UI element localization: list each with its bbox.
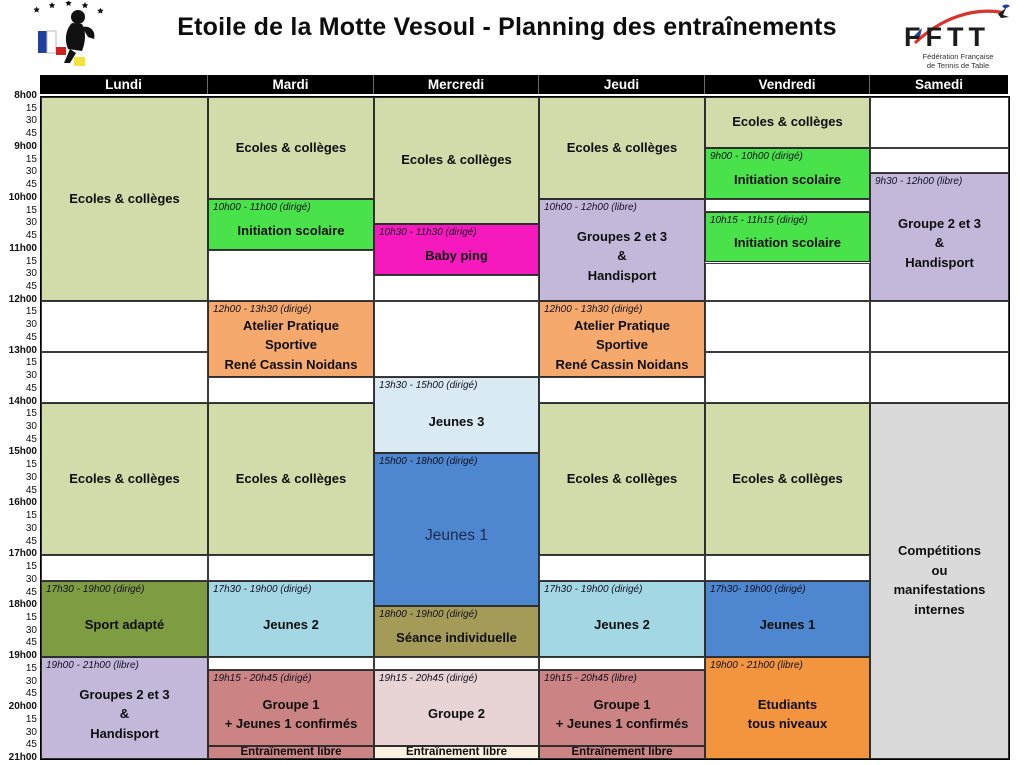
time-label: 15	[25, 510, 37, 522]
empty-slot	[539, 377, 705, 402]
schedule-block	[374, 670, 539, 746]
time-label: 30	[25, 268, 37, 280]
time-label: 30	[25, 421, 37, 432]
block-title: Initiation scolaire	[734, 235, 841, 251]
empty-slot	[208, 555, 374, 580]
schedule-block	[539, 199, 705, 301]
schedule-block	[208, 670, 374, 746]
block-title: Groupe 1 + Jeunes 1 confirmés	[555, 696, 689, 732]
time-label: 15	[25, 102, 37, 114]
empty-slot	[870, 97, 1009, 148]
time-label: 15	[25, 561, 37, 573]
schedule-block	[41, 657, 208, 759]
day-header-lundi: Lundi	[105, 77, 142, 92]
block-time-range: 19h15 - 20h45 (libre)	[544, 672, 637, 684]
empty-slot	[870, 352, 1009, 403]
schedule-block	[208, 199, 374, 250]
block-title: Ecoles & collèges	[566, 139, 678, 155]
time-label: 30	[25, 217, 37, 229]
schedule-block	[539, 97, 705, 199]
block-time-range: 10h15 - 11h15 (dirigé)	[710, 214, 808, 226]
empty-slot	[705, 263, 870, 301]
time-label: 45	[25, 586, 37, 598]
block-title: Atelier Pratique Sportive René Cassin Noidans	[555, 317, 689, 372]
empty-slot	[41, 352, 208, 403]
time-label: 12h00	[8, 293, 37, 305]
block-time-range: 15h00 - 18h00 (dirigé)	[379, 456, 478, 468]
time-label: 15	[25, 408, 37, 420]
block-time-range: 19h00 - 21h00 (libre)	[46, 660, 139, 672]
empty-slot	[41, 301, 208, 352]
empty-slot	[374, 657, 539, 670]
block-title: Etudiants tous niveaux	[747, 696, 828, 732]
block-time-range: 9h00 - 10h00 (dirigé)	[710, 150, 803, 162]
time-label: 45	[25, 535, 37, 547]
time-label: 45	[25, 688, 37, 700]
time-label: 15	[25, 357, 37, 369]
block-title: Séance individuelle	[396, 629, 517, 645]
time-label: 19h00	[8, 650, 37, 662]
time-label: 9h00	[14, 140, 37, 152]
block-title: Jeunes 2	[594, 617, 650, 633]
schedule-block	[539, 670, 705, 746]
time-label: 15	[25, 713, 37, 725]
empty-slot	[870, 301, 1009, 352]
day-header-jeudi: Jeudi	[538, 75, 704, 94]
club-logo-image	[30, 1, 116, 67]
block-title: Ecoles & collèges	[69, 470, 180, 486]
time-label: 18h00	[8, 599, 37, 611]
schedule-block	[374, 606, 539, 657]
schedule-block	[539, 746, 705, 759]
empty-slot	[374, 301, 539, 377]
empty-slot	[539, 657, 705, 670]
block-time-range: 10h00 - 11h00 (dirigé)	[213, 201, 311, 213]
schedule-block	[705, 657, 870, 759]
block-title: Ecoles & collèges	[235, 470, 347, 486]
time-label: 45	[25, 382, 37, 394]
time-label: 45	[25, 637, 37, 649]
time-label: 45	[25, 739, 37, 751]
time-label: 20h00	[8, 701, 37, 713]
time-label: 45	[25, 484, 37, 496]
empty-slot	[41, 555, 208, 580]
schedule-block	[705, 581, 870, 657]
time-label: 11h00	[9, 242, 37, 254]
schedule-block	[208, 301, 374, 377]
schedule-block	[539, 581, 705, 657]
time-label: 45	[25, 331, 37, 343]
time-label: 21h00	[8, 752, 37, 763]
block-time-range: 12h00 - 13h30 (dirigé)	[544, 303, 643, 315]
schedule-block	[705, 403, 870, 556]
empty-slot	[374, 275, 539, 300]
time-label: 45	[25, 128, 37, 140]
time-label: 30	[25, 370, 37, 382]
day-header-samedi: Samedi	[869, 75, 1008, 94]
block-title: Groupes 2 et 3 & Handisport	[576, 228, 668, 283]
fftt-caption: Fédération Française de Tennis de Table	[922, 52, 994, 70]
block-title: Sport adapté	[84, 617, 165, 633]
schedule-block	[374, 453, 539, 606]
time-label: 45	[25, 230, 37, 242]
empty-slot	[208, 377, 374, 402]
schedule-block	[374, 97, 539, 224]
schedule-block	[41, 97, 208, 301]
time-label: 45	[25, 179, 37, 191]
schedule-block	[208, 403, 374, 556]
time-label: 30	[25, 522, 37, 534]
time-label: 15	[25, 153, 37, 165]
empty-slot	[705, 301, 870, 352]
page-title: Etoile de la Motte Vesoul - Planning des entraînements	[177, 13, 837, 41]
empty-slot	[705, 199, 870, 212]
block-time-range: 17h30 - 19h00 (dirigé)	[46, 583, 145, 595]
block-title: Entraînement libre	[240, 746, 342, 759]
time-label: 30	[25, 573, 37, 585]
schedule-block	[374, 746, 539, 759]
club-logo	[30, 1, 116, 67]
block-title: Groupe 1 + Jeunes 1 confirmés	[224, 696, 358, 732]
time-axis	[0, 90, 38, 763]
schedule-block	[539, 403, 705, 556]
fftt-logo-image	[902, 2, 1014, 52]
block-time-range: 18h00 - 19h00 (dirigé)	[379, 609, 478, 621]
block-title: Jeunes 1	[425, 527, 488, 545]
schedule-block	[374, 224, 539, 275]
block-title: Ecoles & collèges	[732, 470, 843, 486]
time-label: 15	[25, 611, 37, 623]
block-time-range: 17h30 - 19h00 (dirigé)	[213, 583, 312, 595]
schedule-block	[705, 97, 870, 148]
block-title: Ecoles & collèges	[401, 152, 512, 168]
schedule-block	[374, 377, 539, 453]
block-title: Ecoles & collèges	[566, 470, 678, 486]
empty-slot	[539, 555, 705, 580]
block-time-range: 19h15 - 20h45 (dirigé)	[379, 672, 478, 684]
block-title: Jeunes 2	[263, 617, 319, 633]
block-time-range: 19h00 - 21h00 (libre)	[710, 660, 803, 672]
block-title: Groupes 2 et 3 & Handisport	[79, 686, 170, 741]
time-label: 30	[25, 166, 37, 178]
schedule-block	[705, 148, 870, 199]
fftt-acronym: FFTT	[904, 22, 990, 52]
time-label: 8h00	[14, 90, 37, 101]
empty-slot	[705, 352, 870, 403]
time-label: 30	[25, 726, 37, 738]
block-title: Ecoles & collèges	[69, 190, 180, 206]
time-label: 16h00	[8, 497, 37, 509]
schedule-block	[41, 581, 208, 657]
block-title: Initiation scolaire	[237, 222, 345, 238]
empty-slot	[208, 657, 374, 670]
time-label: 10h00	[8, 191, 37, 203]
block-title: Baby ping	[425, 248, 488, 263]
day-header-vendredi: Vendredi	[704, 75, 869, 94]
schedule-block	[208, 581, 374, 657]
schedule-block	[539, 301, 705, 377]
time-label: 17h00	[8, 548, 37, 560]
block-time-range: 17h30 - 19h00 (dirigé)	[544, 583, 643, 595]
block-time-range: 10h30 - 11h30 (dirigé)	[379, 227, 477, 239]
fftt-logo	[900, 2, 1016, 68]
block-title: Compétitions ou manifestations internes	[893, 543, 986, 617]
block-time-range: 17h30- 19h00 (dirigé)	[710, 583, 806, 595]
block-time-range: 12h00 - 13h30 (dirigé)	[213, 303, 312, 315]
block-time-range: 9h30 - 12h00 (libre)	[875, 176, 963, 188]
block-title: Entraînement libre	[571, 746, 673, 759]
block-time-range: 10h00 - 12h00 (libre)	[544, 201, 637, 213]
time-label: 15	[25, 662, 37, 674]
schedule-block	[870, 173, 1009, 300]
day-header-mardi: Mardi	[207, 75, 373, 94]
block-title: Groupe 2	[427, 706, 486, 722]
schedule-block	[870, 403, 1009, 759]
block-time-range: 19h15 - 20h45 (dirigé)	[213, 672, 312, 684]
time-label: 15	[25, 459, 37, 471]
block-title: Jeunes 1	[759, 617, 816, 633]
block-title: Groupe 2 et 3 & Handisport	[897, 215, 982, 270]
time-label: 30	[25, 624, 37, 636]
time-label: 30	[25, 319, 37, 331]
time-label: 15	[25, 306, 37, 318]
time-label: 30	[25, 675, 37, 687]
time-label: 15h00	[8, 446, 37, 458]
block-title: Ecoles & collèges	[235, 139, 347, 155]
empty-slot	[870, 148, 1009, 173]
day-header-mercredi: Mercredi	[373, 75, 538, 94]
block-title: Jeunes 3	[428, 413, 485, 429]
schedule-block	[208, 746, 374, 759]
empty-slot	[208, 250, 374, 301]
block-title: Atelier Pratique Sportive René Cassin Noidans	[224, 317, 358, 372]
block-title: Ecoles & collèges	[732, 114, 843, 130]
time-label: 45	[25, 433, 37, 445]
time-label: 15	[25, 255, 37, 267]
time-label: 14h00	[8, 395, 37, 407]
block-title: Initiation scolaire	[734, 171, 841, 187]
schedule-block	[41, 403, 208, 556]
time-label: 45	[25, 280, 37, 292]
schedule-block	[705, 212, 870, 263]
time-label: 30	[25, 471, 37, 483]
time-label: 30	[25, 115, 37, 127]
empty-slot	[705, 555, 870, 580]
time-label: 13h00	[8, 344, 37, 356]
day-header-row	[40, 75, 1008, 94]
time-label: 15	[25, 204, 37, 216]
schedule-block	[208, 97, 374, 199]
block-time-range: 13h30 - 15h00 (dirigé)	[379, 380, 478, 392]
schedule-grid	[40, 96, 1010, 760]
block-title: Entraînement libre	[406, 746, 507, 759]
